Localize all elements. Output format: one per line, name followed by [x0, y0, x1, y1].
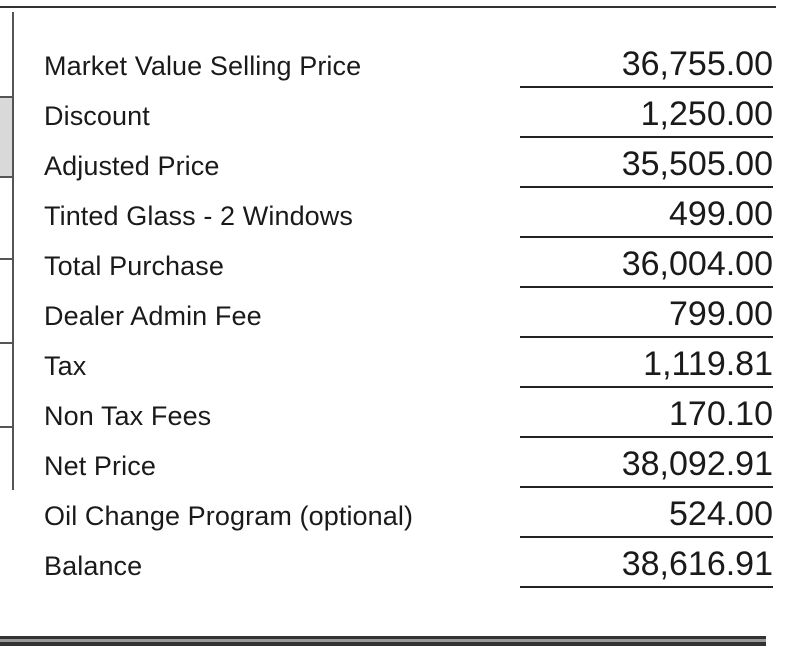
line-item-oil-change-program [0, 490, 809, 540]
line-item-label: Dealer Admin Fee [44, 301, 262, 331]
line-item-value: 524.00 [669, 495, 773, 533]
value-underline [520, 136, 773, 138]
value-underline [520, 286, 773, 288]
top-rule [0, 6, 776, 8]
line-item-tax [0, 340, 809, 390]
line-item-label: Balance [44, 551, 143, 581]
bottom-double-rule [0, 636, 766, 646]
line-item-market-value [0, 40, 809, 90]
line-item-value: 1,119.81 [643, 345, 773, 383]
value-underline [520, 236, 773, 238]
line-item-dealer-admin-fee [0, 290, 809, 340]
line-item-total-purchase [0, 240, 809, 290]
line-item-value: 38,092.91 [621, 445, 773, 483]
line-item-value: 1,250.00 [640, 95, 773, 133]
value-underline [520, 586, 773, 588]
value-underline [520, 486, 773, 488]
line-item-label: Oil Change Program (optional) [44, 501, 414, 531]
line-item-label: Market Value Selling Price [44, 51, 362, 81]
value-underline [520, 436, 773, 438]
line-item-label: Adjusted Price [44, 151, 220, 181]
value-underline [520, 536, 773, 538]
line-item-label: Tinted Glass - 2 Windows [44, 201, 353, 231]
line-item-value: 38,616.91 [621, 545, 773, 583]
line-item-net-price [0, 440, 809, 490]
line-item-discount [0, 90, 809, 140]
line-item-value: 36,755.00 [621, 45, 773, 83]
line-item-label: Discount [44, 101, 150, 131]
line-item-adjusted-price [0, 140, 809, 190]
line-item-label: Tax [44, 351, 87, 381]
line-item-value: 36,004.00 [621, 245, 773, 283]
line-item-tinted-glass [0, 190, 809, 240]
line-item-value: 170.10 [669, 395, 773, 433]
line-item-label: Non Tax Fees [44, 401, 212, 431]
value-underline [520, 86, 773, 88]
line-item-value: 35,505.00 [621, 145, 773, 183]
line-item-value: 499.00 [669, 195, 773, 233]
line-item-label: Net Price [44, 451, 156, 481]
line-item-value: 799.00 [669, 295, 773, 333]
line-item-non-tax-fees [0, 390, 809, 440]
value-underline [520, 386, 773, 388]
value-underline [520, 186, 773, 188]
line-item-label: Total Purchase [44, 251, 224, 281]
value-underline [520, 336, 773, 338]
line-item-balance [0, 540, 809, 590]
